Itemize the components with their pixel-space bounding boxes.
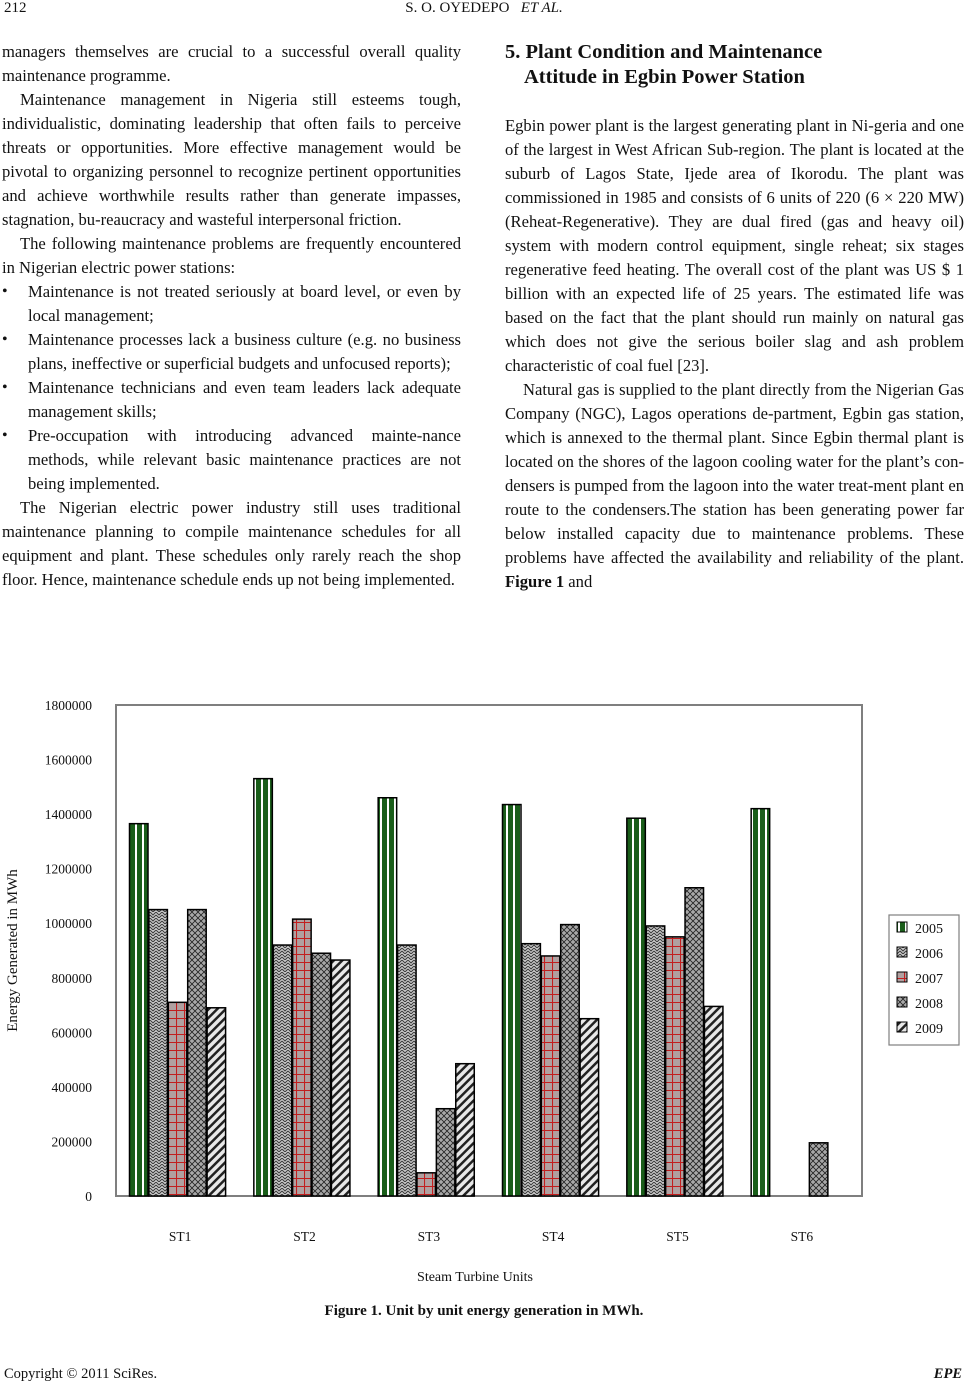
y-tick-label: 1000000: [44, 916, 92, 932]
y-tick-label: 400000: [51, 1079, 92, 1095]
bar-st6-2008: [809, 1143, 828, 1196]
x-tick-label: ST5: [666, 1229, 689, 1244]
bar-st5-2005: [627, 818, 646, 1196]
bar-st4-2005: [503, 805, 522, 1196]
left-paragraph-2: Maintenance management in Nigeria still esteems tough, individualistic, dominating leadership that often fails to perceive threats or opportunities. More effective management would be pivotal to organizing personnel to recognize pertinent opportunities and achieve worthwhile results rather than generate impasses, stagnation, bu-reaucracy and wasteful interpersonal friction.: [2, 90, 461, 229]
bar-st2-2006: [273, 945, 292, 1196]
section-title: [505, 40, 964, 90]
bar-st5-2008: [685, 888, 704, 1196]
bar-st3-2008: [436, 1109, 455, 1196]
left-column: [2, 40, 461, 592]
legend-swatch-2007: [897, 972, 907, 982]
x-tick-label: ST4: [541, 1229, 565, 1244]
problem-list: [2, 280, 461, 496]
energy-generation-chart: [0, 690, 968, 1290]
chart-plot-area: [5, 698, 959, 1285]
y-tick-label: 200000: [51, 1134, 92, 1150]
bar-st5-2009: [704, 1006, 723, 1196]
journal-abbrev: EPE: [933, 1366, 962, 1382]
list-item: • Maintenance processes lack a business culture (e.g. no business plans, ineffective or superficial budgets and unfocused reports);: [28, 328, 461, 376]
author-suffix: ET AL.: [520, 0, 563, 16]
bar-st5-2006: [646, 926, 665, 1196]
y-tick-label: 1600000: [44, 752, 92, 768]
bar-st4-2008: [561, 925, 580, 1196]
legend-label: 2006: [915, 947, 943, 962]
x-tick-label: ST1: [168, 1229, 192, 1244]
author-name: S. O. OYEDEPO: [405, 0, 510, 16]
list-item: • Maintenance technicians and even team leaders lack adequate management skills;: [28, 376, 461, 424]
bar-st5-2007: [666, 937, 685, 1196]
bar-st3-2007: [417, 1173, 436, 1196]
legend-label: 2009: [915, 1022, 943, 1037]
x-tick-label: ST6: [790, 1229, 814, 1244]
plot-frame: [116, 705, 862, 1196]
bar-st4-2006: [522, 944, 541, 1196]
bar-st2-2007: [293, 919, 312, 1196]
x-tick-label: ST2: [293, 1229, 316, 1244]
bar-st1-2006: [149, 910, 168, 1196]
bar-st1-2009: [207, 1008, 226, 1196]
y-axis-label: Energy Generated in MWh: [5, 869, 21, 1032]
right-paragraph-2-tail: and: [564, 572, 593, 591]
left-paragraph-3: The following maintenance problems are frequently encountered in Nigerian electric power stations:: [2, 234, 461, 277]
section-title-line-2: Attitude in Egbin Power Station: [524, 66, 805, 88]
bar-st6-2005: [751, 809, 770, 1196]
y-tick-label: 0: [85, 1189, 92, 1204]
x-axis-label: Steam Turbine Units: [417, 1270, 533, 1285]
section-title-line-1: 5. Plant Condition and Maintenance: [505, 41, 823, 63]
y-tick-label: 1200000: [44, 861, 92, 877]
bar-st1-2005: [130, 824, 149, 1196]
bar-st3-2009: [456, 1064, 475, 1196]
bar-st2-2008: [312, 953, 331, 1196]
right-paragraph-2-text: Natural gas is supplied to the plant directly from the Nigerian Gas Company (NGC), Lagos operations de-partment, Egbin gas station, which is annexed to the thermal plant. Since Egbin thermal plant is located on the shores of the lagoon cooling water for the plant’s con-densers is pumped from the lagoon into the water treat-ment plant en route to the condensers.The station has been generating power far below installed capacity due to maintenance problems. These problems have affected the availability and reliability of the plant.: [505, 380, 964, 567]
y-tick-label: 600000: [51, 1025, 92, 1041]
legend-label: 2008: [915, 997, 943, 1012]
x-tick-label: ST3: [417, 1229, 441, 1244]
y-tick-label: 800000: [51, 970, 92, 986]
bar-st1-2007: [168, 1002, 187, 1196]
bar-st4-2007: [541, 956, 560, 1196]
right-column: [505, 40, 964, 594]
legend-swatch-2005: [897, 922, 907, 932]
list-item: • Maintenance is not treated seriously at board level, or even by local management;: [28, 280, 461, 328]
left-paragraph-1: managers themselves are crucial to a successful overall quality maintenance programme.: [2, 42, 461, 85]
figure-reference: Figure 1: [505, 572, 565, 591]
bar-st1-2008: [188, 910, 207, 1196]
right-paragraph-1: Egbin power plant is the largest generating plant in Ni-geria and one of the largest in West African Sub-region. The plant is located at the suburb of Lagos State, Ijede area of Ikorodu. The plant was commissioned in 1985 and consists of 6 units of 220 (6 × 220 MW) (Reheat-Regenerative). They are dual fired (gas and heavy oil) system with modern control equipment, single reheat; six stages regenerative feed heating. The overall cost of the plant was US $ 1 billion with an expected life of 25 years. The estimated life was based on the fact that the plant should run mainly on natural gas which does not give the serious boiler slag and ash problem characteristic of coal fuel [23].: [505, 116, 964, 375]
y-tick-label: 1400000: [44, 807, 92, 823]
bar-st3-2005: [378, 798, 397, 1196]
left-paragraph-4: The Nigerian electric power industry still uses traditional maintenance planning to compile maintenance schedules for all equipment and plant. These schedules only rarely reach the shop floor. Hence, maintenance schedule ends up not being implemented.: [2, 498, 461, 589]
bar-st2-2005: [254, 779, 272, 1196]
copyright-notice: Copyright © 2011 SciRes.: [4, 1366, 158, 1382]
y-tick-label: 1800000: [44, 698, 92, 713]
right-paragraph-2: [505, 378, 964, 594]
legend-swatch-2006: [897, 947, 907, 957]
list-item: • Pre-occupation with introducing advanced mainte-nance methods, while relevant basic maintenance practices are not being implemented.: [28, 424, 461, 496]
legend-label: 2005: [915, 922, 943, 937]
bar-st2-2009: [331, 960, 350, 1196]
page-number: 212: [4, 0, 27, 16]
legend-label: 2007: [915, 972, 943, 987]
legend-swatch-2008: [897, 997, 907, 1007]
running-header: [0, 0, 968, 17]
bar-st3-2006: [398, 945, 417, 1196]
legend-swatch-2009: [897, 1022, 907, 1032]
figure-caption: Figure 1. Unit by unit energy generation in MWh.: [324, 1303, 644, 1319]
bar-st4-2009: [580, 1019, 599, 1196]
